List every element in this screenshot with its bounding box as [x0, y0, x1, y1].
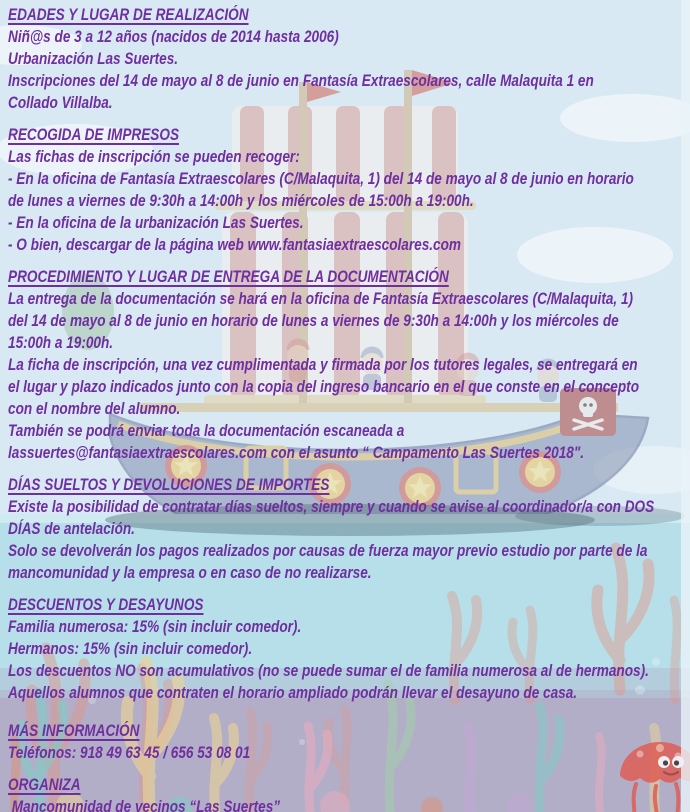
text-line: La entrega de la documentación se hará en la oficina de Fantasía Extraescolares (C/Malaquita, 1): [8, 289, 634, 308]
flyer-section: [8, 4, 686, 114]
text-line: Collado Villalba.: [8, 93, 113, 112]
text-line: lassuertes@fantasiaextraescolares.com con el asunto “ Campamento Las Suertes 2018".: [8, 443, 585, 462]
flyer-section: [8, 594, 686, 704]
flyer-section: [8, 474, 686, 584]
text-line: Mancomunidad de vecinos “Las Suertes”: [8, 797, 281, 812]
text-line: el lugar y plazo indicados junto con la copia del ingreso bancario en el que conste en el concepto: [8, 377, 640, 396]
text-line: DÍAS de antelación.: [8, 519, 135, 538]
text-line: También se podrá enviar toda la documentación escaneada a: [8, 421, 405, 440]
text-line: del 14 de mayo al 8 de junio en horario de lunes a viernes de 9:30h a 14:00h y los miércoles de: [8, 311, 619, 330]
text-line: Urbanización Las Suertes.: [8, 49, 179, 68]
text-line: mancomunidad y la empresa o en caso de no realizarse.: [8, 563, 372, 582]
text-line: Niñ@s de 3 a 12 años (nacidos de 2014 hasta 2006): [8, 27, 339, 46]
flyer-section: [8, 124, 686, 256]
text-line: 15:00h a 19:00h.: [8, 333, 114, 352]
text-line: - En la oficina de la urbanización Las Suertes.: [8, 213, 304, 232]
text-line: de lunes a viernes de 9:30h a 14:00h y los miércoles de 15:00h a 19:00h.: [8, 191, 474, 210]
text-line: Las fichas de inscripción se pueden recoger:: [8, 147, 300, 166]
text-line: Los descuentos NO son acumulativos (no se puede sumar el de familia numerosa al de hermanos).: [8, 661, 649, 680]
text-line: Solo se devolverán los pagos realizados por causas de fuerza mayor previo estudio por parte de la: [8, 541, 648, 560]
text-line: con el nombre del alumno.: [8, 399, 181, 418]
text-line: Teléfonos: 918 49 63 45 / 656 53 08 01: [8, 743, 251, 762]
text-line: Familia numerosa: 15% (sin incluir comedor).: [8, 617, 302, 636]
flyer-section: [8, 720, 686, 764]
section-heading: RECOGIDA DE IMPRESOS: [8, 125, 180, 144]
text-line: Hermanos: 15% (sin incluir comedor).: [8, 639, 253, 658]
flyer-section: [8, 266, 686, 464]
text-line: - O bien, descargar de la página web www.fantasiaextraescolares.com: [8, 235, 462, 254]
text-line: Existe la posibilidad de contratar días sueltos, siempre y cuando se avise al coordinador/a con DOS: [8, 497, 655, 516]
section-heading: PROCEDIMIENTO Y LUGAR DE ENTREGA DE LA DOCUMENTACIÓN: [8, 267, 449, 286]
section-heading: DÍAS SUELTOS Y DEVOLUCIONES DE IMPORTES: [8, 475, 330, 494]
section-heading: ORGANIZA: [8, 775, 81, 794]
text-line: La ficha de inscripción, una vez cumplimentada y firmada por los tutores legales, se entregará en: [8, 355, 638, 374]
section-heading: MÁS INFORMACIÓN: [8, 721, 140, 740]
section-heading: DESCUENTOS Y DESAYUNOS: [8, 595, 204, 614]
text-line: Inscripciones del 14 de mayo al 8 de junio en Fantasía Extraescolares, calle Malaquita 1 en: [8, 71, 594, 90]
text-line: - En la oficina de Fantasía Extraescolares (C/Malaquita, 1) del 14 de mayo al 8 de junio en horario: [8, 169, 634, 188]
section-heading: EDADES Y LUGAR DE REALIZACIÓN: [8, 5, 249, 24]
flyer-section: [8, 774, 686, 812]
text-line: Aquellos alumnos que contraten el horario ampliado podrán llevar el desayuno de casa.: [8, 683, 578, 702]
